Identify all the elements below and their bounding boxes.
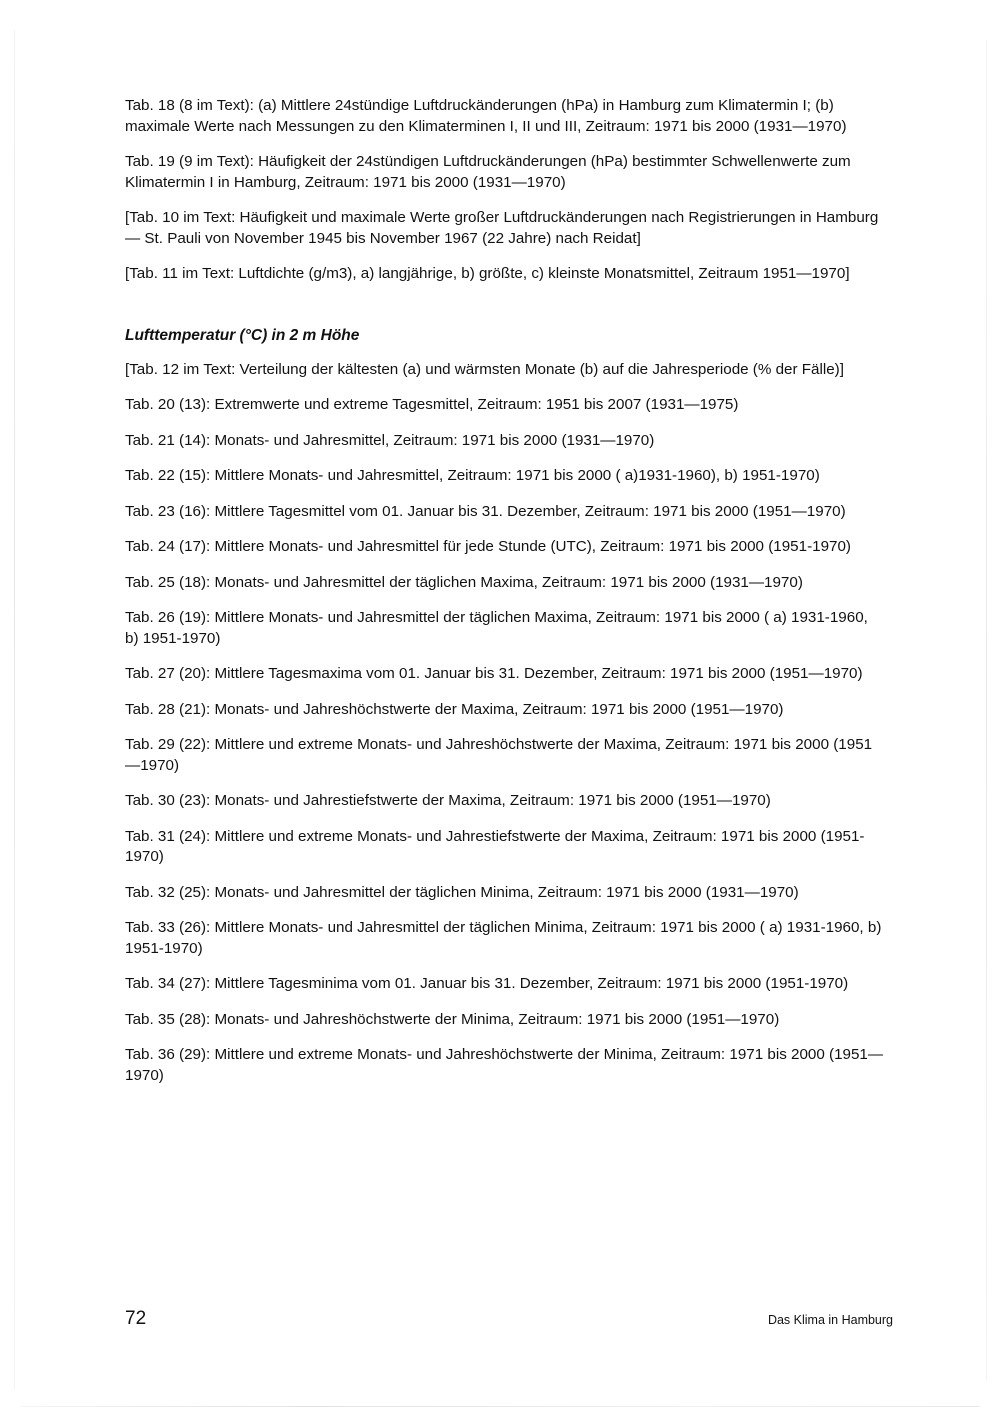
table-entry: Tab. 30 (23): Monats- und Jahrestiefstwerte der Maxima, Zeitraum: 1971 bis 2000 (1951—1970) (125, 792, 771, 809)
table-entry: [Tab. 10 im Text: Häufigkeit und maximale Werte großer Luftdruckänderungen nach Registrierungen in Hamburg — St. Pauli von November 1945 bis November 1967 (22 Jahre) nach Reidat] (125, 209, 879, 247)
table-entry: [Tab. 12 im Text: Verteilung der kältesten (a) und wärmsten Monate (b) auf die Jahresperiode (% der Fälle)] (125, 360, 844, 378)
table-entry: Tab. 34 (27): Mittlere Tagesminima vom 01. Januar bis 31. Dezember, Zeitraum: 1971 bis 2000 (1951-1970) (125, 975, 849, 992)
table-entry: Tab. 29 (22): Mittlere und extreme Monats- und Jahreshöchstwerte der Maxima, Zeitraum: 1971 bis 2000 (1951—1970) (125, 736, 873, 774)
table-list (125, 96, 885, 1086)
table-entry: Tab. 33 (26): Mittlere Monats- und Jahresmittel der täglichen Minima, Zeitraum: 1971 bis 2000 ( a) 1931-1960, b) 1951-1970) (125, 919, 882, 957)
table-entry: Tab. 27 (20): Mittlere Tagesmaxima vom 01. Januar bis 31. Dezember, Zeitraum: 1971 bis 2000 (1951—1970) (125, 665, 863, 682)
table-entry: Tab. 36 (29): Mittlere und extreme Monats- und Jahreshöchstwerte der Minima, Zeitraum: 1971 bis 2000 (1951—1970) (125, 1046, 884, 1084)
table-entry: Tab. 25 (18): Monats- und Jahresmittel der täglichen Maxima, Zeitraum: 1971 bis 2000 (1931—1970) (125, 573, 803, 591)
running-title: Das Klima in Hamburg (767, 1313, 893, 1327)
table-entry: Tab. 28 (21): Monats- und Jahreshöchstwerte der Maxima, Zeitraum: 1971 bis 2000 (1951—1970) (125, 700, 784, 718)
table-entry: Tab. 24 (17): Mittlere Monats- und Jahresmittel für jede Stunde (UTC), Zeitraum: 1971 bis 2000 (1951-1970) (125, 538, 851, 555)
scan-edge-left (14, 30, 15, 1390)
table-entry: Tab. 35 (28): Monats- und Jahreshöchstwerte der Minima, Zeitraum: 1971 bis 2000 (1951—1970) (125, 1010, 780, 1028)
table-entry: Tab. 19 (9 im Text): Häufigkeit der 24stündigen Luftdruckänderungen (hPa) bestimmter Schwellenwerte zum Klimatermin I in Hamburg, Zeitraum: 1971 bis 2000 (1931—1970) (125, 153, 851, 191)
page-number: 72 (125, 1308, 147, 1329)
table-entry: Tab. 23 (16): Mittlere Tagesmittel vom 01. Januar bis 31. Dezember, Zeitraum: 1971 bis 2000 (1951—1970) (125, 502, 846, 520)
table-entry: Tab. 21 (14): Monats- und Jahresmittel, Zeitraum: 1971 bis 2000 (1931—1970) (125, 431, 655, 449)
scan-edge-bottom (20, 1406, 980, 1407)
table-entry: Tab. 31 (24): Mittlere und extreme Monats- und Jahrestiefstwerte der Maxima, Zeitraum: 1971 bis 2000 (1951-1970) (125, 827, 865, 865)
table-entry: Tab. 32 (25): Monats- und Jahresmittel der täglichen Minima, Zeitraum: 1971 bis 2000 (1931—1970) (125, 883, 799, 901)
scan-edge-right (986, 40, 987, 1380)
table-entry: Tab. 18 (8 im Text): (a) Mittlere 24stündige Luftdruckänderungen (hPa) in Hamburg zum Klimatermin I; (b) maximale Werte nach Messungen zu den Klimaterminen I, II und III, Zeitraum: 1971 bis 2000 (1931—1970) (125, 97, 847, 135)
table-entry: [Tab. 11 im Text: Luftdichte (g/m3), a) langjährige, b) größte, c) kleinste Monatsmittel, Zeitraum 1951—1970] (125, 265, 850, 282)
table-entry: Tab. 22 (15): Mittlere Monats- und Jahresmittel, Zeitraum: 1971 bis 2000 ( a)1931-1960), b) 1951-1970) (125, 467, 820, 484)
table-entry: Tab. 20 (13): Extremwerte und extreme Tagesmittel, Zeitraum: 1951 bis 2007 (1931—1975) (125, 396, 739, 413)
table-entry: Tab. 26 (19): Mittlere Monats- und Jahresmittel der täglichen Maxima, Zeitraum: 1971 bis 2000 ( a) 1931-1960, b) 1951-1970) (125, 609, 868, 647)
section-heading: Lufttemperatur (°C) in 2 m Höhe (125, 326, 360, 344)
